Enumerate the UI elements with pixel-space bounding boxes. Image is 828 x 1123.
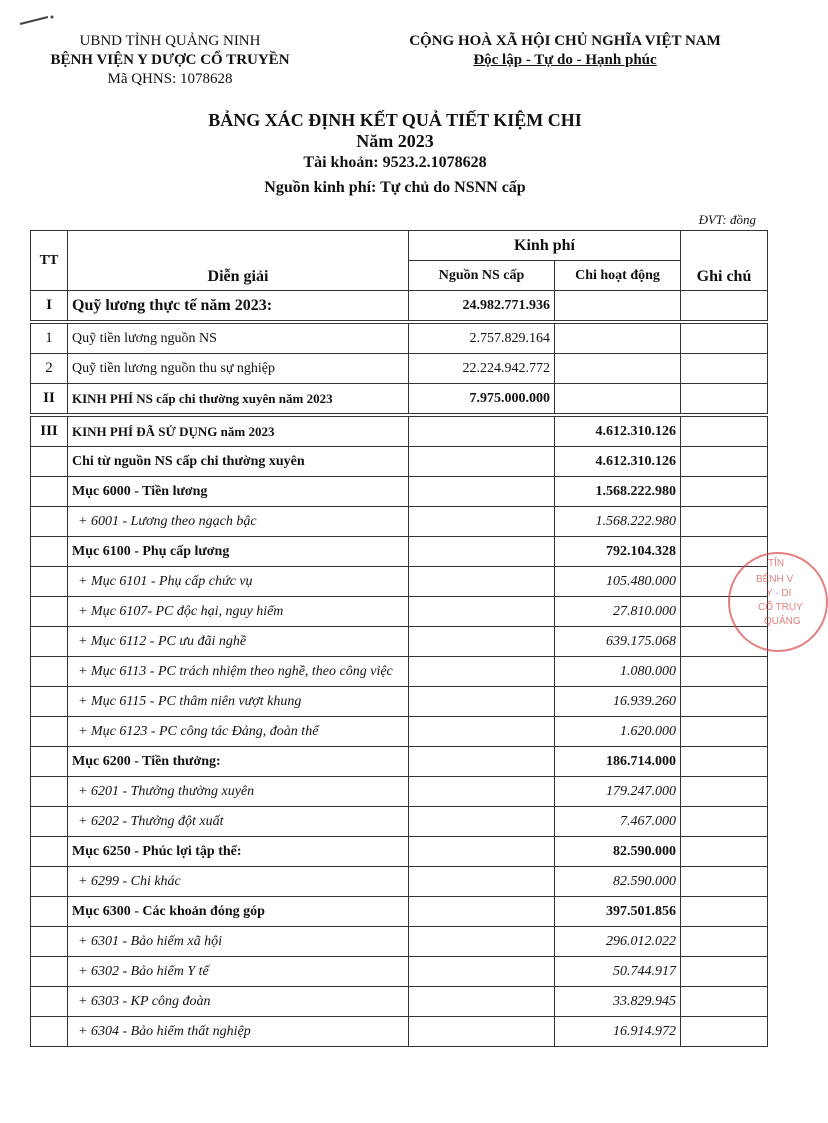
row-ns — [409, 507, 555, 537]
row-tt — [31, 807, 68, 837]
stamp-text-5: QUẢNG — [764, 616, 801, 627]
national-motto: Độc lập - Tự do - Hạnh phúc — [473, 52, 657, 68]
row-tt — [31, 777, 68, 807]
row-chi: 16.939.260 — [555, 687, 681, 717]
table-row — [31, 657, 768, 687]
row-chi: 397.501.856 — [555, 897, 681, 927]
row-chi: 4.612.310.126 — [555, 447, 681, 477]
row-tt — [31, 687, 68, 717]
table-row — [31, 987, 768, 1017]
table-row — [31, 957, 768, 987]
row-ns — [409, 537, 555, 567]
col-ns: Nguồn NS cấp — [409, 261, 555, 291]
row-note — [681, 807, 768, 837]
row-ns — [409, 747, 555, 777]
row-ns — [409, 597, 555, 627]
row-note — [681, 1017, 768, 1047]
row-note — [681, 927, 768, 957]
row-note — [681, 477, 768, 507]
row-chi: 16.914.972 — [555, 1017, 681, 1047]
row-tt — [31, 897, 68, 927]
row-chi — [555, 322, 681, 354]
row-chi: 1.080.000 — [555, 657, 681, 687]
table-row — [31, 567, 768, 597]
row-note — [681, 657, 768, 687]
row-tt — [31, 717, 68, 747]
table-row — [31, 927, 768, 957]
row-ns — [409, 477, 555, 507]
table-row — [31, 747, 768, 777]
table-row — [31, 507, 768, 537]
row-tt — [31, 837, 68, 867]
row-desc: Mục 6250 - Phúc lợi tập thể: — [68, 837, 409, 867]
row-chi: 186.714.000 — [555, 747, 681, 777]
table-row — [31, 537, 768, 567]
col-budget: Kinh phí — [409, 231, 681, 261]
table-header-row — [31, 231, 768, 261]
table-row — [31, 687, 768, 717]
table-row — [31, 384, 768, 416]
table-row — [31, 867, 768, 897]
row-desc: Mục 6100 - Phụ cấp lương — [68, 537, 409, 567]
row-chi: 7.467.000 — [555, 807, 681, 837]
row-ns — [409, 717, 555, 747]
stamp-text-3: Y - DI — [766, 588, 792, 599]
row-desc: KINH PHÍ ĐÃ SỬ DỤNG năm 2023 — [68, 415, 409, 447]
row-chi: 50.744.917 — [555, 957, 681, 987]
row-ns — [409, 867, 555, 897]
row-desc: + 6302 - Bảo hiểm Y tế — [68, 957, 409, 987]
row-ns — [409, 415, 555, 447]
doc-source: Nguồn kinh phí: Tự chủ do NSNN cấp — [264, 179, 526, 196]
row-desc: + Mục 6115 - PC thâm niên vượt khung — [68, 687, 409, 717]
col-note: Ghi chú — [681, 231, 768, 291]
row-desc: + 6001 - Lương theo ngạch bậc — [68, 507, 409, 537]
row-chi — [555, 354, 681, 384]
row-note — [681, 354, 768, 384]
row-chi: 4.612.310.126 — [555, 415, 681, 447]
row-chi: 792.104.328 — [555, 537, 681, 567]
row-ns — [409, 897, 555, 927]
row-chi: 179.247.000 — [555, 777, 681, 807]
row-chi: 82.590.000 — [555, 837, 681, 867]
row-desc: Quỹ tiền lương nguồn NS — [68, 322, 409, 354]
table-row — [31, 477, 768, 507]
row-tt — [31, 1017, 68, 1047]
red-seal-stamp-icon — [728, 552, 828, 652]
row-ns — [409, 687, 555, 717]
row-tt — [31, 447, 68, 477]
row-note — [681, 987, 768, 1017]
unit-label: ĐVT: đồng — [698, 212, 756, 227]
row-note — [681, 415, 768, 447]
row-desc: Mục 6000 - Tiền lương — [68, 477, 409, 507]
row-ns — [409, 627, 555, 657]
table-row — [31, 415, 768, 447]
row-note — [681, 507, 768, 537]
org-hospital: BỆNH VIỆN Y DƯỢC CỔ TRUYỀN — [50, 52, 290, 68]
stamp-text-4: CỔ TRUY — [758, 602, 803, 613]
org-header — [40, 32, 300, 89]
doc-title: BẢNG XÁC ĐỊNH KẾT QUẢ TIẾT KIỆM CHI — [208, 110, 582, 130]
row-chi — [555, 291, 681, 323]
row-desc: KINH PHÍ NS cấp chi thường xuyên năm 2023 — [68, 384, 409, 416]
table-row — [31, 627, 768, 657]
table-row — [31, 1017, 768, 1047]
table-row — [31, 291, 768, 323]
row-chi: 33.829.945 — [555, 987, 681, 1017]
row-desc: + Mục 6112 - PC ưu đãi nghề — [68, 627, 409, 657]
row-tt — [31, 567, 68, 597]
col-tt: TT — [31, 231, 68, 291]
row-tt — [31, 597, 68, 627]
row-desc: Quỹ lương thực tế năm 2023: — [68, 291, 409, 323]
row-tt — [31, 507, 68, 537]
row-desc: + Mục 6101 - Phụ cấp chức vụ — [68, 567, 409, 597]
national-name: CỘNG HOÀ XÃ HỘI CHỦ NGHĨA VIỆT NAM — [409, 33, 721, 49]
row-tt — [31, 747, 68, 777]
table-row — [31, 777, 768, 807]
table-row — [31, 322, 768, 354]
row-desc: Mục 6300 - Các khoản đóng góp — [68, 897, 409, 927]
row-ns — [409, 807, 555, 837]
row-note — [681, 322, 768, 354]
row-note — [681, 717, 768, 747]
row-chi: 639.175.068 — [555, 627, 681, 657]
row-tt — [31, 867, 68, 897]
row-note — [681, 687, 768, 717]
row-ns: 7.975.000.000 — [409, 384, 555, 416]
row-ns: 22.224.942.772 — [409, 354, 555, 384]
row-chi: 296.012.022 — [555, 927, 681, 957]
col-desc: Diễn giải — [68, 231, 409, 291]
row-chi: 1.568.222.980 — [555, 477, 681, 507]
table-row — [31, 354, 768, 384]
doc-year: Năm 2023 — [356, 131, 434, 151]
row-desc: + Mục 6123 - PC công tác Đảng, đoàn thể — [68, 717, 409, 747]
table-row — [31, 897, 768, 927]
row-ns: 2.757.829.164 — [409, 322, 555, 354]
row-tt — [31, 537, 68, 567]
row-note — [681, 867, 768, 897]
row-tt: 2 — [31, 354, 68, 384]
pen-mark-icon — [18, 14, 58, 28]
row-desc: + Mục 6107- PC độc hại, nguy hiểm — [68, 597, 409, 627]
row-ns — [409, 987, 555, 1017]
row-note — [681, 291, 768, 323]
row-tt — [31, 627, 68, 657]
row-ns — [409, 657, 555, 687]
row-desc: + 6304 - Bảo hiểm thất nghiệp — [68, 1017, 409, 1047]
row-ns — [409, 837, 555, 867]
col-chi: Chi hoạt động — [555, 261, 681, 291]
row-desc: + 6303 - KP công đoàn — [68, 987, 409, 1017]
row-ns: 24.982.771.936 — [409, 291, 555, 323]
row-tt — [31, 477, 68, 507]
row-note — [681, 837, 768, 867]
row-chi: 82.590.000 — [555, 867, 681, 897]
row-note — [681, 897, 768, 927]
row-desc: Mục 6200 - Tiền thưởng: — [68, 747, 409, 777]
row-ns — [409, 927, 555, 957]
table-row — [31, 807, 768, 837]
row-tt: I — [31, 291, 68, 323]
savings-table — [30, 230, 768, 1047]
org-province: UBND TỈNH QUẢNG NINH — [79, 33, 261, 49]
table-body — [31, 291, 768, 1047]
row-tt: 1 — [31, 322, 68, 354]
row-tt — [31, 957, 68, 987]
row-desc: + 6301 - Bảo hiểm xã hội — [68, 927, 409, 957]
row-note — [681, 447, 768, 477]
row-desc: + 6201 - Thưởng thường xuyên — [68, 777, 409, 807]
doc-account: Tài khoản: 9523.2.1078628 — [303, 154, 487, 171]
row-tt — [31, 657, 68, 687]
row-chi — [555, 384, 681, 416]
row-tt: II — [31, 384, 68, 416]
row-note — [681, 957, 768, 987]
row-note — [681, 384, 768, 416]
stamp-text-1: TỈN — [768, 558, 785, 569]
table-row — [31, 837, 768, 867]
row-chi: 1.568.222.980 — [555, 507, 681, 537]
row-ns — [409, 957, 555, 987]
org-code: Mã QHNS: 1078628 — [107, 71, 233, 87]
table-row — [31, 717, 768, 747]
row-tt — [31, 987, 68, 1017]
row-tt: III — [31, 415, 68, 447]
row-desc: Chi từ nguồn NS cấp chi thường xuyên — [68, 447, 409, 477]
row-chi: 27.810.000 — [555, 597, 681, 627]
row-chi: 1.620.000 — [555, 717, 681, 747]
row-ns — [409, 447, 555, 477]
row-desc: Quỹ tiền lương nguồn thu sự nghiệp — [68, 354, 409, 384]
row-tt — [31, 927, 68, 957]
national-header — [380, 32, 750, 70]
row-ns — [409, 777, 555, 807]
stamp-text-2: BỆNH V — [756, 574, 794, 585]
row-chi: 105.480.000 — [555, 567, 681, 597]
table-row — [31, 447, 768, 477]
row-ns — [409, 1017, 555, 1047]
row-desc: + Mục 6113 - PC trách nhiệm theo nghề, theo công việc — [68, 657, 409, 687]
row-note — [681, 777, 768, 807]
row-ns — [409, 567, 555, 597]
row-desc: + 6299 - Chi khác — [68, 867, 409, 897]
row-desc: + 6202 - Thưởng đột xuất — [68, 807, 409, 837]
row-note — [681, 747, 768, 777]
table-row — [31, 597, 768, 627]
